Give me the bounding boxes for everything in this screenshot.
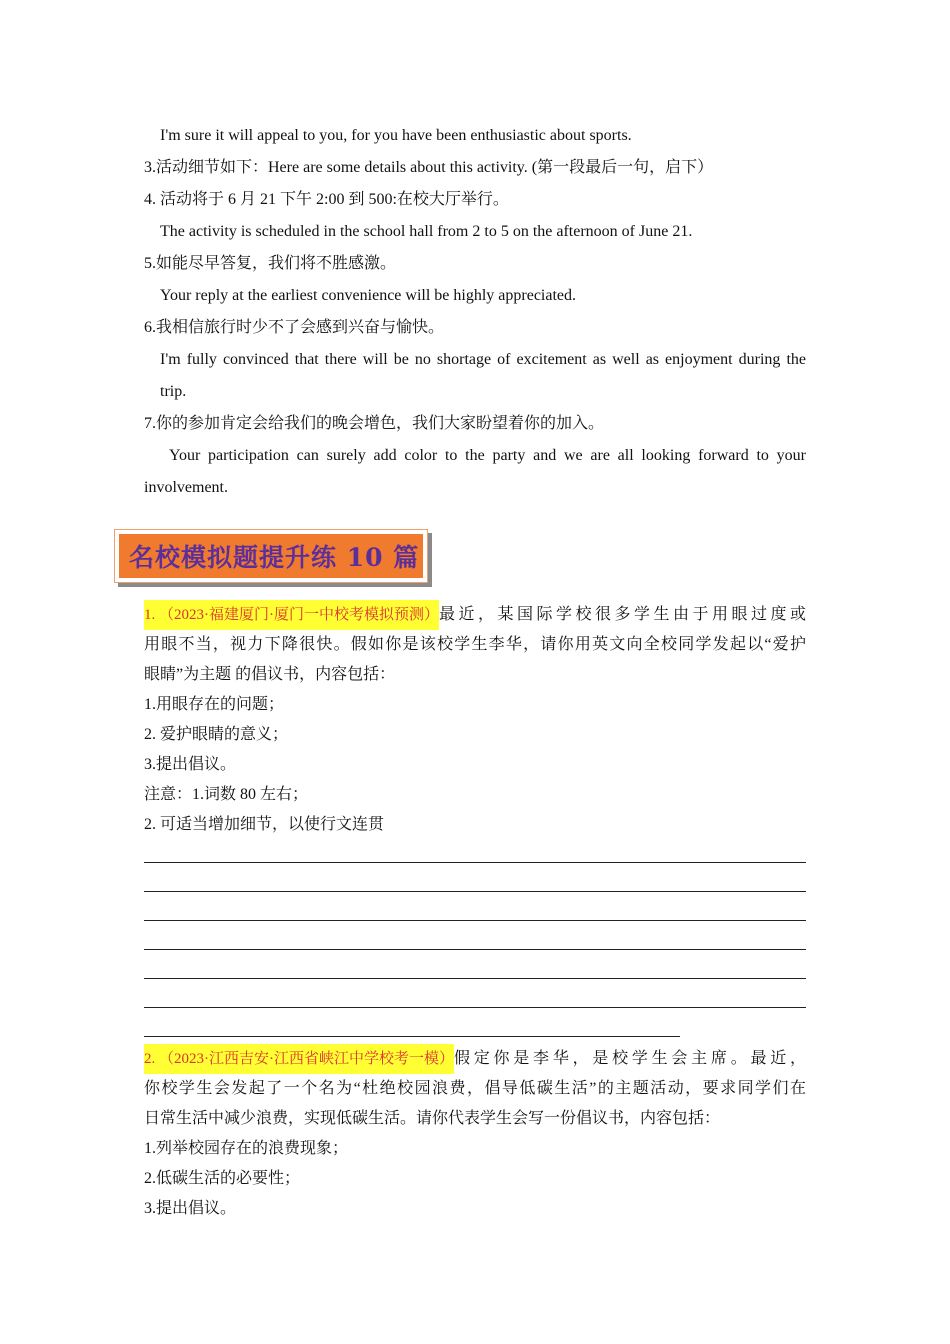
answer-line[interactable] bbox=[144, 1036, 680, 1037]
question-2-point-2: 2.低碳生活的必要性； bbox=[144, 1170, 301, 1187]
section-banner bbox=[114, 529, 428, 583]
answer-line[interactable] bbox=[144, 920, 806, 921]
question-1-intro-line2: 用眼不当，视力下降很快。假如你是该校学生李华，请你用英文向全校同学发起以“爱护 bbox=[144, 636, 806, 653]
answer-line[interactable] bbox=[144, 891, 806, 892]
item-6-cn: 6.我相信旅行时少不了会感到兴奋与愉快。 bbox=[144, 319, 445, 336]
item-5-en: Your reply at the earliest convenience will be highly appreciated. bbox=[160, 287, 577, 304]
item-6-en: I'm fully convinced that there will be no shortage of excitement as well as enjoyment during the bbox=[160, 351, 806, 368]
answer-line[interactable] bbox=[144, 978, 806, 979]
item-7-en-cont: involvement. bbox=[144, 479, 228, 496]
answer-line[interactable] bbox=[144, 949, 806, 950]
question-1-source-tag: 1. （2023·福建厦门·厦门一中校考模拟预测） bbox=[144, 600, 439, 630]
item-4-en: The activity is scheduled in the school hall from 2 to 5 on the afternoon of June 21. bbox=[160, 223, 693, 240]
question-2-intro-line3: 日常生活中减少浪费，实现低碳生活。请你代表学生会写一份倡议书，内容包括： bbox=[144, 1110, 721, 1127]
question-2-intro-line2: 你校学生会发起了一个名为“杜绝校园浪费，倡导低碳生活”的主题活动，要求同学们在 bbox=[144, 1080, 806, 1097]
question-2-point-1: 1.列举校园存在的浪费现象； bbox=[144, 1140, 349, 1157]
question-1-note-1: 注意：1.词数 80 左右； bbox=[144, 786, 309, 803]
question-1-point-1: 1.用眼存在的问题； bbox=[144, 696, 285, 713]
question-1-intro-line3: 眼睛”为主题 的倡议书，内容包括： bbox=[144, 666, 396, 683]
section-title: 名校模拟题提升练 10 篇 bbox=[119, 534, 423, 578]
item-4-cn: 4. 活动将于 6 月 21 下午 2:00 到 500:在校大厅举行。 bbox=[144, 191, 509, 208]
item-7-en: Your participation can surely add color to the party and we are all looking forward to your bbox=[169, 447, 806, 464]
sentence-appeal: I'm sure it will appeal to you, for you have been enthusiastic about sports. bbox=[160, 127, 632, 144]
answer-line[interactable] bbox=[144, 1007, 806, 1008]
question-1 bbox=[144, 600, 806, 840]
question-2-intro-line1: 假定你是李华，是校学生会主席。最近， bbox=[454, 1050, 806, 1067]
question-2-point-3: 3.提出倡议。 bbox=[144, 1200, 237, 1217]
answer-line[interactable] bbox=[144, 862, 806, 863]
item-5-cn: 5.如能尽早答复，我们将不胜感激。 bbox=[144, 255, 397, 272]
question-1-point-2: 2. 爱护眼睛的意义； bbox=[144, 726, 289, 743]
question-2-source-tag: 2. （2023·江西吉安·江西省峡江中学校考一模） bbox=[144, 1044, 454, 1074]
question-1-point-3: 3.提出倡议。 bbox=[144, 756, 237, 773]
item-7-cn: 7.你的参加肯定会给我们的晚会增色，我们大家盼望着你的加入。 bbox=[144, 415, 605, 432]
question-1-intro-line1: 最近，某国际学校很多学生由于用眼过度或 bbox=[439, 606, 806, 623]
question-1-note-2: 2. 可适当增加细节，以使行文连贯 bbox=[144, 816, 385, 833]
item-3-details: 3.活动细节如下：Here are some details about this activity. (第一段最后一句，启下） bbox=[144, 159, 714, 176]
question-2 bbox=[144, 1044, 806, 1224]
item-6-en-cont: trip. bbox=[160, 383, 187, 400]
